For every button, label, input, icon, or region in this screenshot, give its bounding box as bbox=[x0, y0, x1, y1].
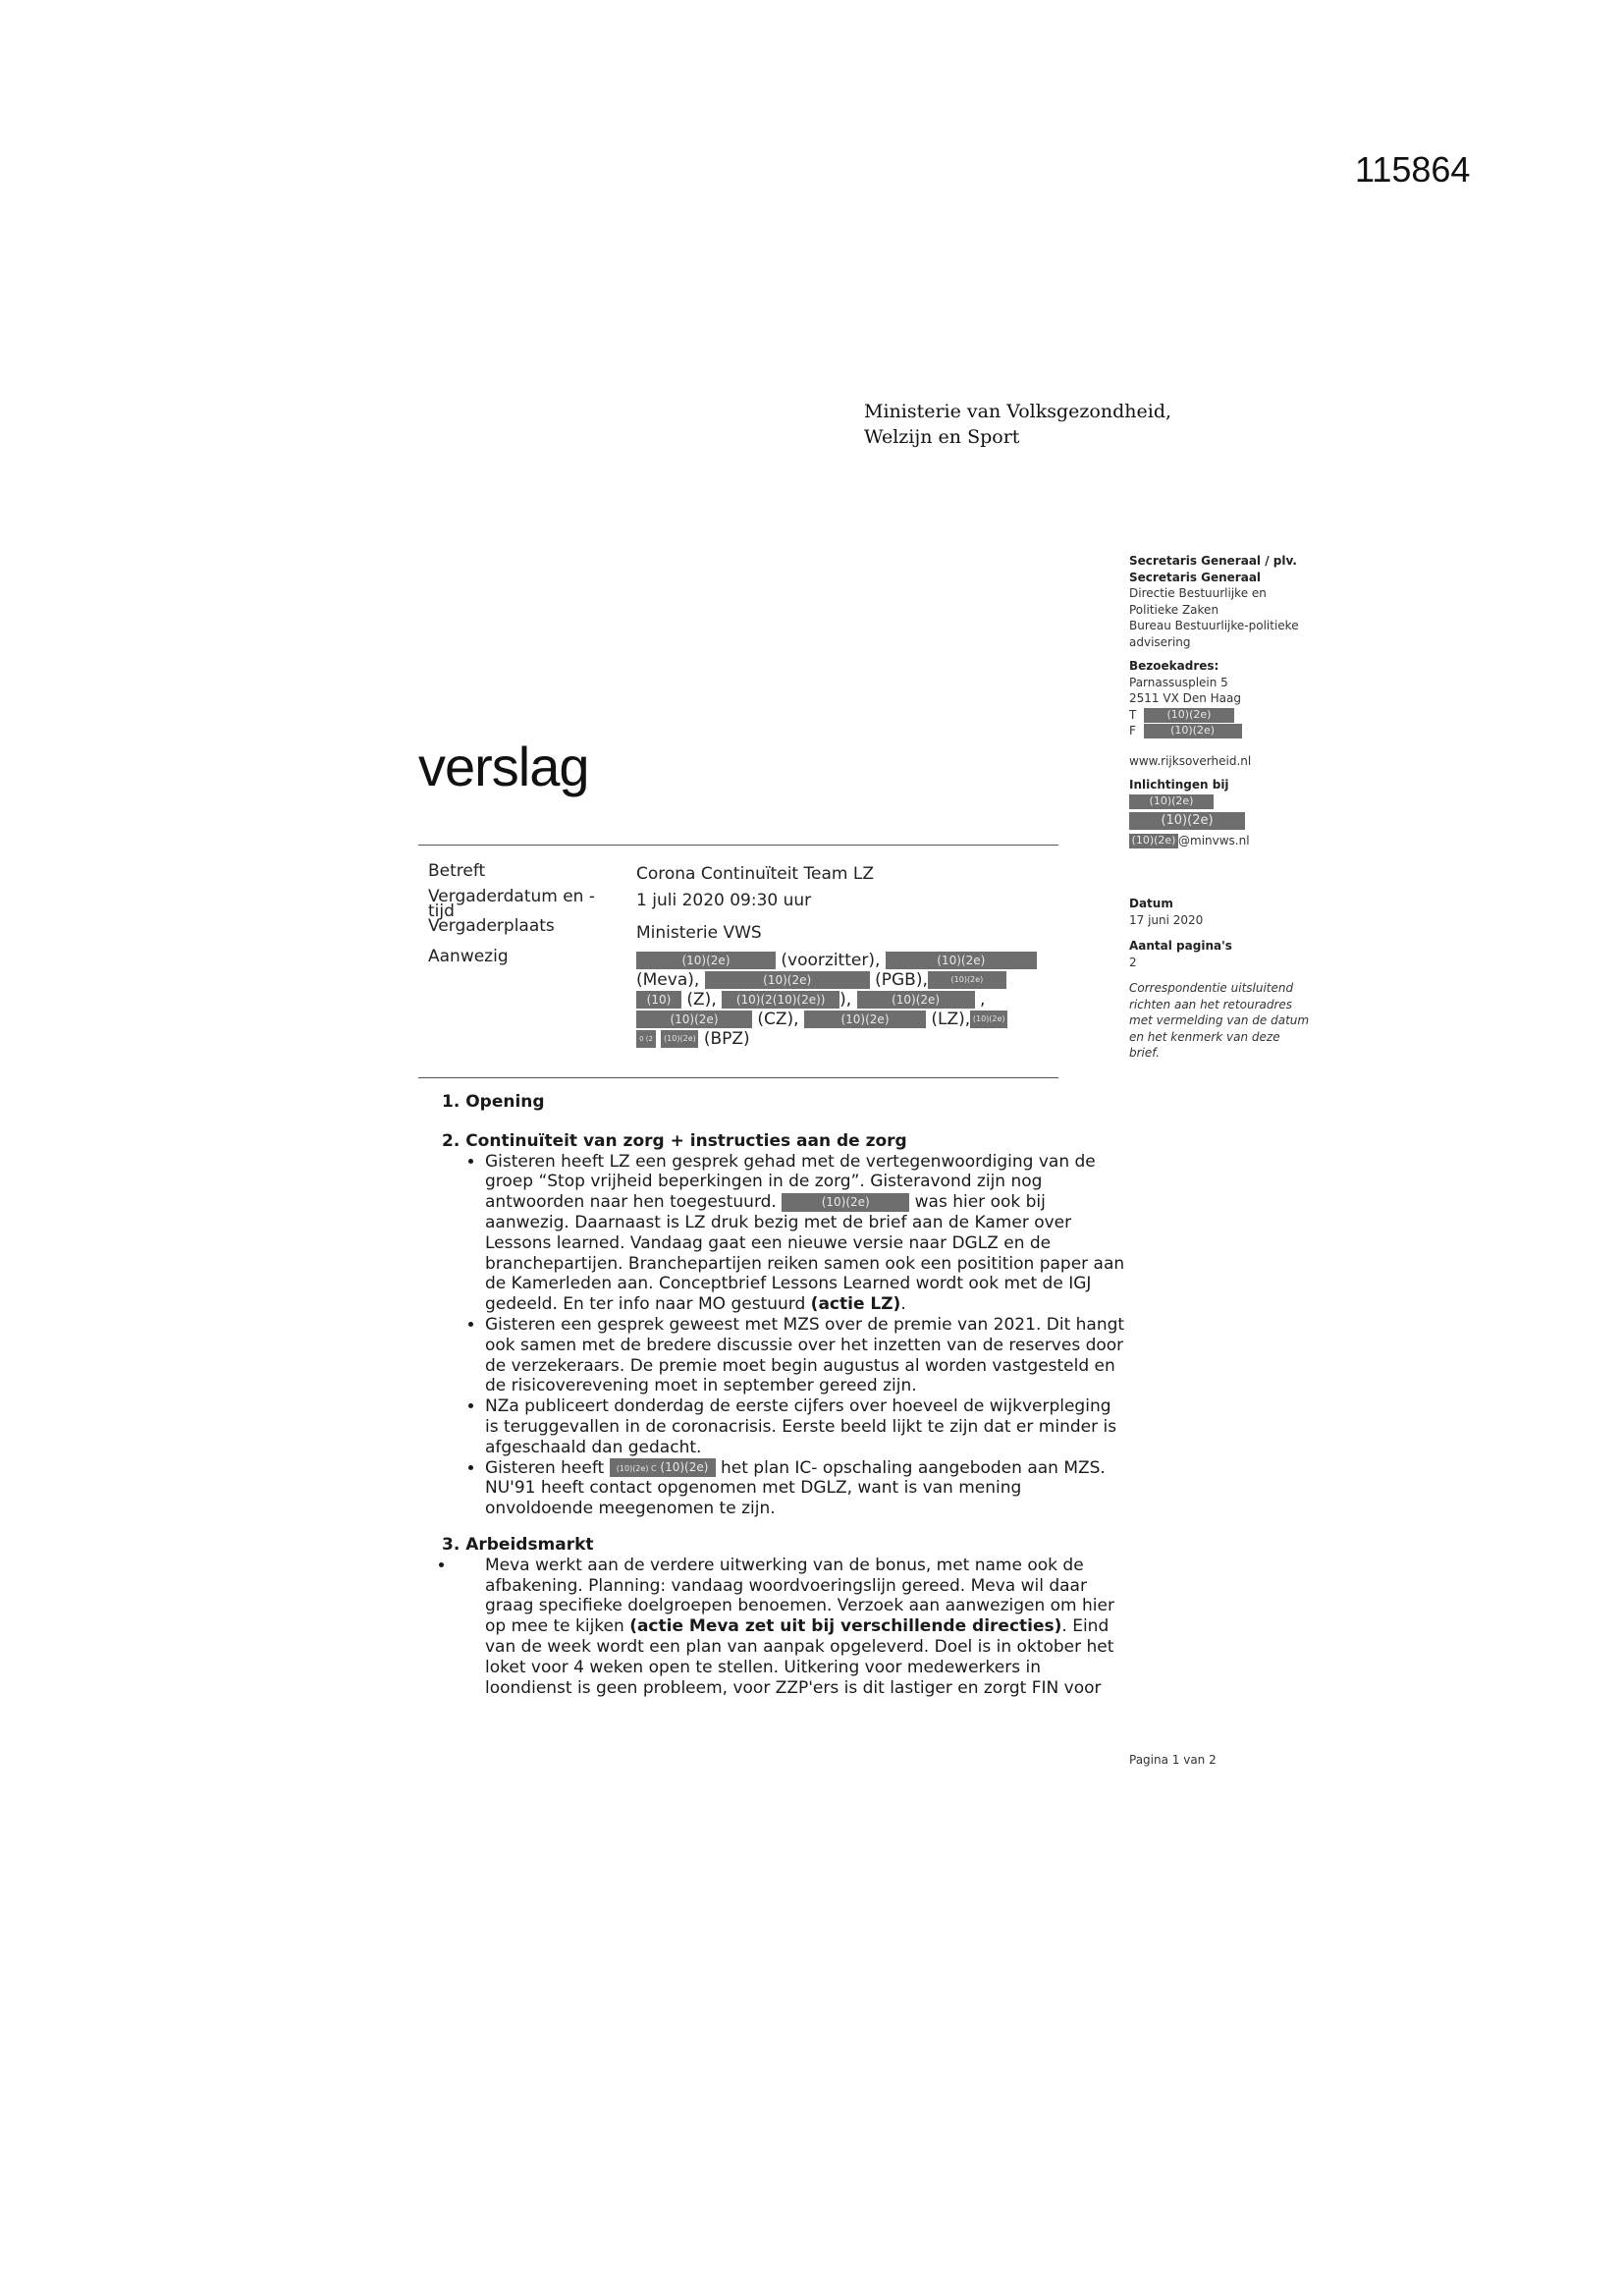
correspondence-line: met vermelding van de datum bbox=[1129, 1013, 1310, 1027]
address-line-1: Parnassusplein 5 bbox=[1129, 675, 1228, 689]
info-row-2 bbox=[1129, 812, 1330, 830]
correspondence-line: en het kenmerk van deze bbox=[1129, 1029, 1280, 1044]
redacted-block: (10)(2e) bbox=[636, 952, 776, 969]
attendees-line bbox=[636, 970, 1049, 990]
phone-row bbox=[1129, 707, 1330, 724]
redacted-block: (10)(2e) bbox=[857, 991, 975, 1009]
separator: ), bbox=[839, 990, 852, 1010]
minutes-body bbox=[442, 1092, 1129, 1698]
attendees-line bbox=[636, 990, 1049, 1010]
org-title-2: Secretaris Generaal bbox=[1129, 570, 1262, 584]
ministry-line-2: Welzijn en Sport bbox=[864, 426, 1020, 448]
place-label: Vergaderplaats bbox=[428, 916, 555, 936]
correspondence-note bbox=[1129, 980, 1330, 1062]
org-line: advisering bbox=[1129, 634, 1191, 649]
correspondence-line: brief. bbox=[1129, 1046, 1161, 1060]
attendees-line bbox=[636, 951, 1049, 970]
item-text: Meva werkt aan de verdere uitwerking van de bonus, met name ook de afbakening. Planning: vandaag woordvoeringslijn gereed. Meva wil daar graag specifieke doelgroepen benoemen. Verzoek aan aanwezigen om hier op mee te kijken bbox=[485, 1555, 1114, 1637]
item-text: . bbox=[900, 1294, 906, 1315]
redacted-block: (10) bbox=[636, 991, 681, 1009]
email-row bbox=[1129, 833, 1330, 849]
redacted-block: 0 (2 bbox=[636, 1030, 656, 1048]
website-link[interactable]: www.rijksoverheid.nl bbox=[1129, 753, 1252, 768]
attendee-role: (Z), bbox=[686, 990, 717, 1010]
attendees-line bbox=[636, 1010, 1049, 1029]
list-item bbox=[456, 1556, 1129, 1699]
datetime-label-line: Vergaderdatum en - bbox=[428, 887, 595, 906]
item-text: Gisteren heeft bbox=[485, 1457, 605, 1478]
redacted-block: (10)(2e) bbox=[705, 971, 870, 989]
correspondence-line: Correspondentie uitsluitend bbox=[1129, 981, 1294, 995]
org-line: Bureau Bestuurlijke-politieke bbox=[1129, 619, 1299, 632]
sidebar-meta bbox=[1129, 896, 1330, 1062]
document-title: verslag bbox=[418, 736, 589, 797]
list-item bbox=[485, 1152, 1129, 1315]
action-tag: (actie LZ) bbox=[810, 1294, 901, 1315]
attendee-role: (PGB), bbox=[875, 970, 928, 990]
list-item: • Gisteren een gesprek geweest met MZS over de premie van 2021. Dit hangt ook samen met de bredere discussie over het inzetten van de reserves door de verzekeraars. De premie moet begin augustus al worden vastgesteld en de risicoverevening moet in september gereed zijn. bbox=[485, 1315, 1129, 1396]
redacted-block: (10)(2e) bbox=[1144, 724, 1242, 738]
redacted-part: (10)(2e) C bbox=[616, 1464, 657, 1474]
redacted-block: (10)(2e) bbox=[661, 1030, 698, 1048]
attendee-role: (LZ), bbox=[931, 1010, 971, 1029]
item-text: was hier ook bij aanwezig. Daarnaast is LZ druk bezig met de brief aan de Kamer over Lessons learned. Vandaag gaat een nieuwe versie naar DGLZ en de branchepartijen. Branchepartijen reiken samen ook een positition paper aan de Kamerleden aan. Conceptbrief Lessons Learned wordt ook met de IGJ gedeeld. En ter info naar MO gestuurd bbox=[485, 1192, 1125, 1315]
org-line: Politieke Zaken bbox=[1129, 602, 1219, 617]
attendee-role: (voorzitter), bbox=[781, 951, 881, 970]
redacted-block: (10)(2e) bbox=[970, 1011, 1007, 1028]
pages-value: 2 bbox=[1129, 955, 1137, 969]
item-text: het plan IC- opschaling aangeboden aan MZS. NU'91 heeft contact opgenomen met DGLZ, want is van mening onvoldoende meegenomen te zijn. bbox=[485, 1457, 1106, 1519]
fax-row bbox=[1129, 723, 1330, 739]
page-number: Pagina 1 van 2 bbox=[1129, 1753, 1217, 1767]
visit-address-label: Bezoekadres: bbox=[1129, 659, 1219, 673]
redacted-block: (10)(2e) bbox=[928, 971, 1006, 989]
section-heading: 3. Arbeidsmarkt bbox=[442, 1534, 594, 1555]
attendees-line bbox=[636, 1029, 1049, 1049]
section-heading: 1. Opening bbox=[442, 1092, 545, 1112]
redacted-block bbox=[610, 1458, 716, 1477]
date-value: 17 juni 2020 bbox=[1129, 912, 1204, 927]
item-text: . Eind van de week wordt een plan van aanpak opgeleverd. Doel is in oktober het loket voor 4 weken open te stellen. Uitkering voor medewerkers in loondienst is geen probleem, voor ZZP'ers is dit lastiger en zorgt FIN voor bbox=[485, 1616, 1114, 1698]
redacted-part: (10)(2e) bbox=[660, 1460, 709, 1475]
attendees-list bbox=[636, 951, 1049, 1049]
attendee-role: (Meva), bbox=[636, 970, 700, 990]
pages-label: Aantal pagina's bbox=[1129, 939, 1232, 953]
separator: , bbox=[980, 990, 986, 1010]
divider-bottom bbox=[418, 1077, 1058, 1078]
section-heading: 2. Continuïteit van zorg + instructies aan de zorg bbox=[442, 1130, 907, 1151]
document-number: 115864 bbox=[1355, 149, 1471, 190]
date-label: Datum bbox=[1129, 897, 1173, 910]
item-text: Gisteren heeft LZ een gesprek gehad met de vertegenwoordiging van de groep “Stop vrijheid beperkingen in de zorg”. Gisteravond zijn nog antwoorden naar hen toegestuurd. bbox=[485, 1151, 1096, 1213]
datetime-label-line: tijd bbox=[428, 902, 455, 921]
action-tag: (actie Meva zet uit bij verschillende directies) bbox=[629, 1616, 1062, 1637]
list-item bbox=[485, 1458, 1129, 1519]
datetime-value: 1 juli 2020 09:30 uur bbox=[636, 891, 812, 910]
datetime-label bbox=[428, 887, 595, 921]
present-label: Aanwezig bbox=[428, 947, 509, 966]
address-line-2: 2511 VX Den Haag bbox=[1129, 691, 1241, 705]
fax-label: F bbox=[1129, 724, 1136, 738]
subject-label: Betreft bbox=[428, 861, 486, 881]
correspondence-line: richten aan het retouradres bbox=[1129, 997, 1293, 1011]
redacted-block: (10)(2e) bbox=[636, 1011, 752, 1028]
redacted-block: (10)(2e) bbox=[886, 952, 1037, 969]
ministry-line-1: Ministerie van Volksgezondheid, bbox=[864, 401, 1172, 422]
org-line: Directie Bestuurlijke en bbox=[1129, 586, 1267, 600]
redacted-block: (10)(2e) bbox=[1129, 812, 1245, 830]
info-row-1 bbox=[1129, 793, 1330, 810]
attendee-role: (BPZ) bbox=[703, 1029, 750, 1049]
redacted-block: (10)(2e) bbox=[1144, 708, 1234, 723]
divider-top bbox=[418, 845, 1058, 846]
section-items bbox=[442, 1152, 1129, 1519]
sidebar-org bbox=[1129, 553, 1330, 849]
phone-label: T bbox=[1129, 707, 1137, 722]
section-items bbox=[412, 1556, 1129, 1699]
list-item: • NZa publiceert donderdag de eerste cijfers over hoeveel de wijkverpleging is teruggevallen in de coronacrisis. Eerste beeld lijkt te zijn dat er minder is afgeschaald dan gedacht. bbox=[485, 1396, 1129, 1457]
place-value: Ministerie VWS bbox=[636, 923, 762, 943]
redacted-block: (10)(2e) bbox=[804, 1011, 926, 1028]
redacted-block: (10)(2e) bbox=[1129, 794, 1214, 809]
subject-value: Corona Continuïteit Team LZ bbox=[636, 864, 874, 884]
redacted-block: (10)(2(10)(2e)) bbox=[722, 991, 839, 1009]
ministry-name bbox=[864, 399, 1171, 450]
redacted-block: (10)(2e) bbox=[782, 1193, 909, 1212]
org-title-1: Secretaris Generaal / plv. bbox=[1129, 554, 1297, 568]
email-suffix[interactable]: @minvws.nl bbox=[1178, 834, 1250, 847]
attendee-role: (CZ), bbox=[757, 1010, 799, 1029]
info-label: Inlichtingen bij bbox=[1129, 778, 1229, 792]
redacted-block: (10)(2e) bbox=[1129, 834, 1178, 848]
